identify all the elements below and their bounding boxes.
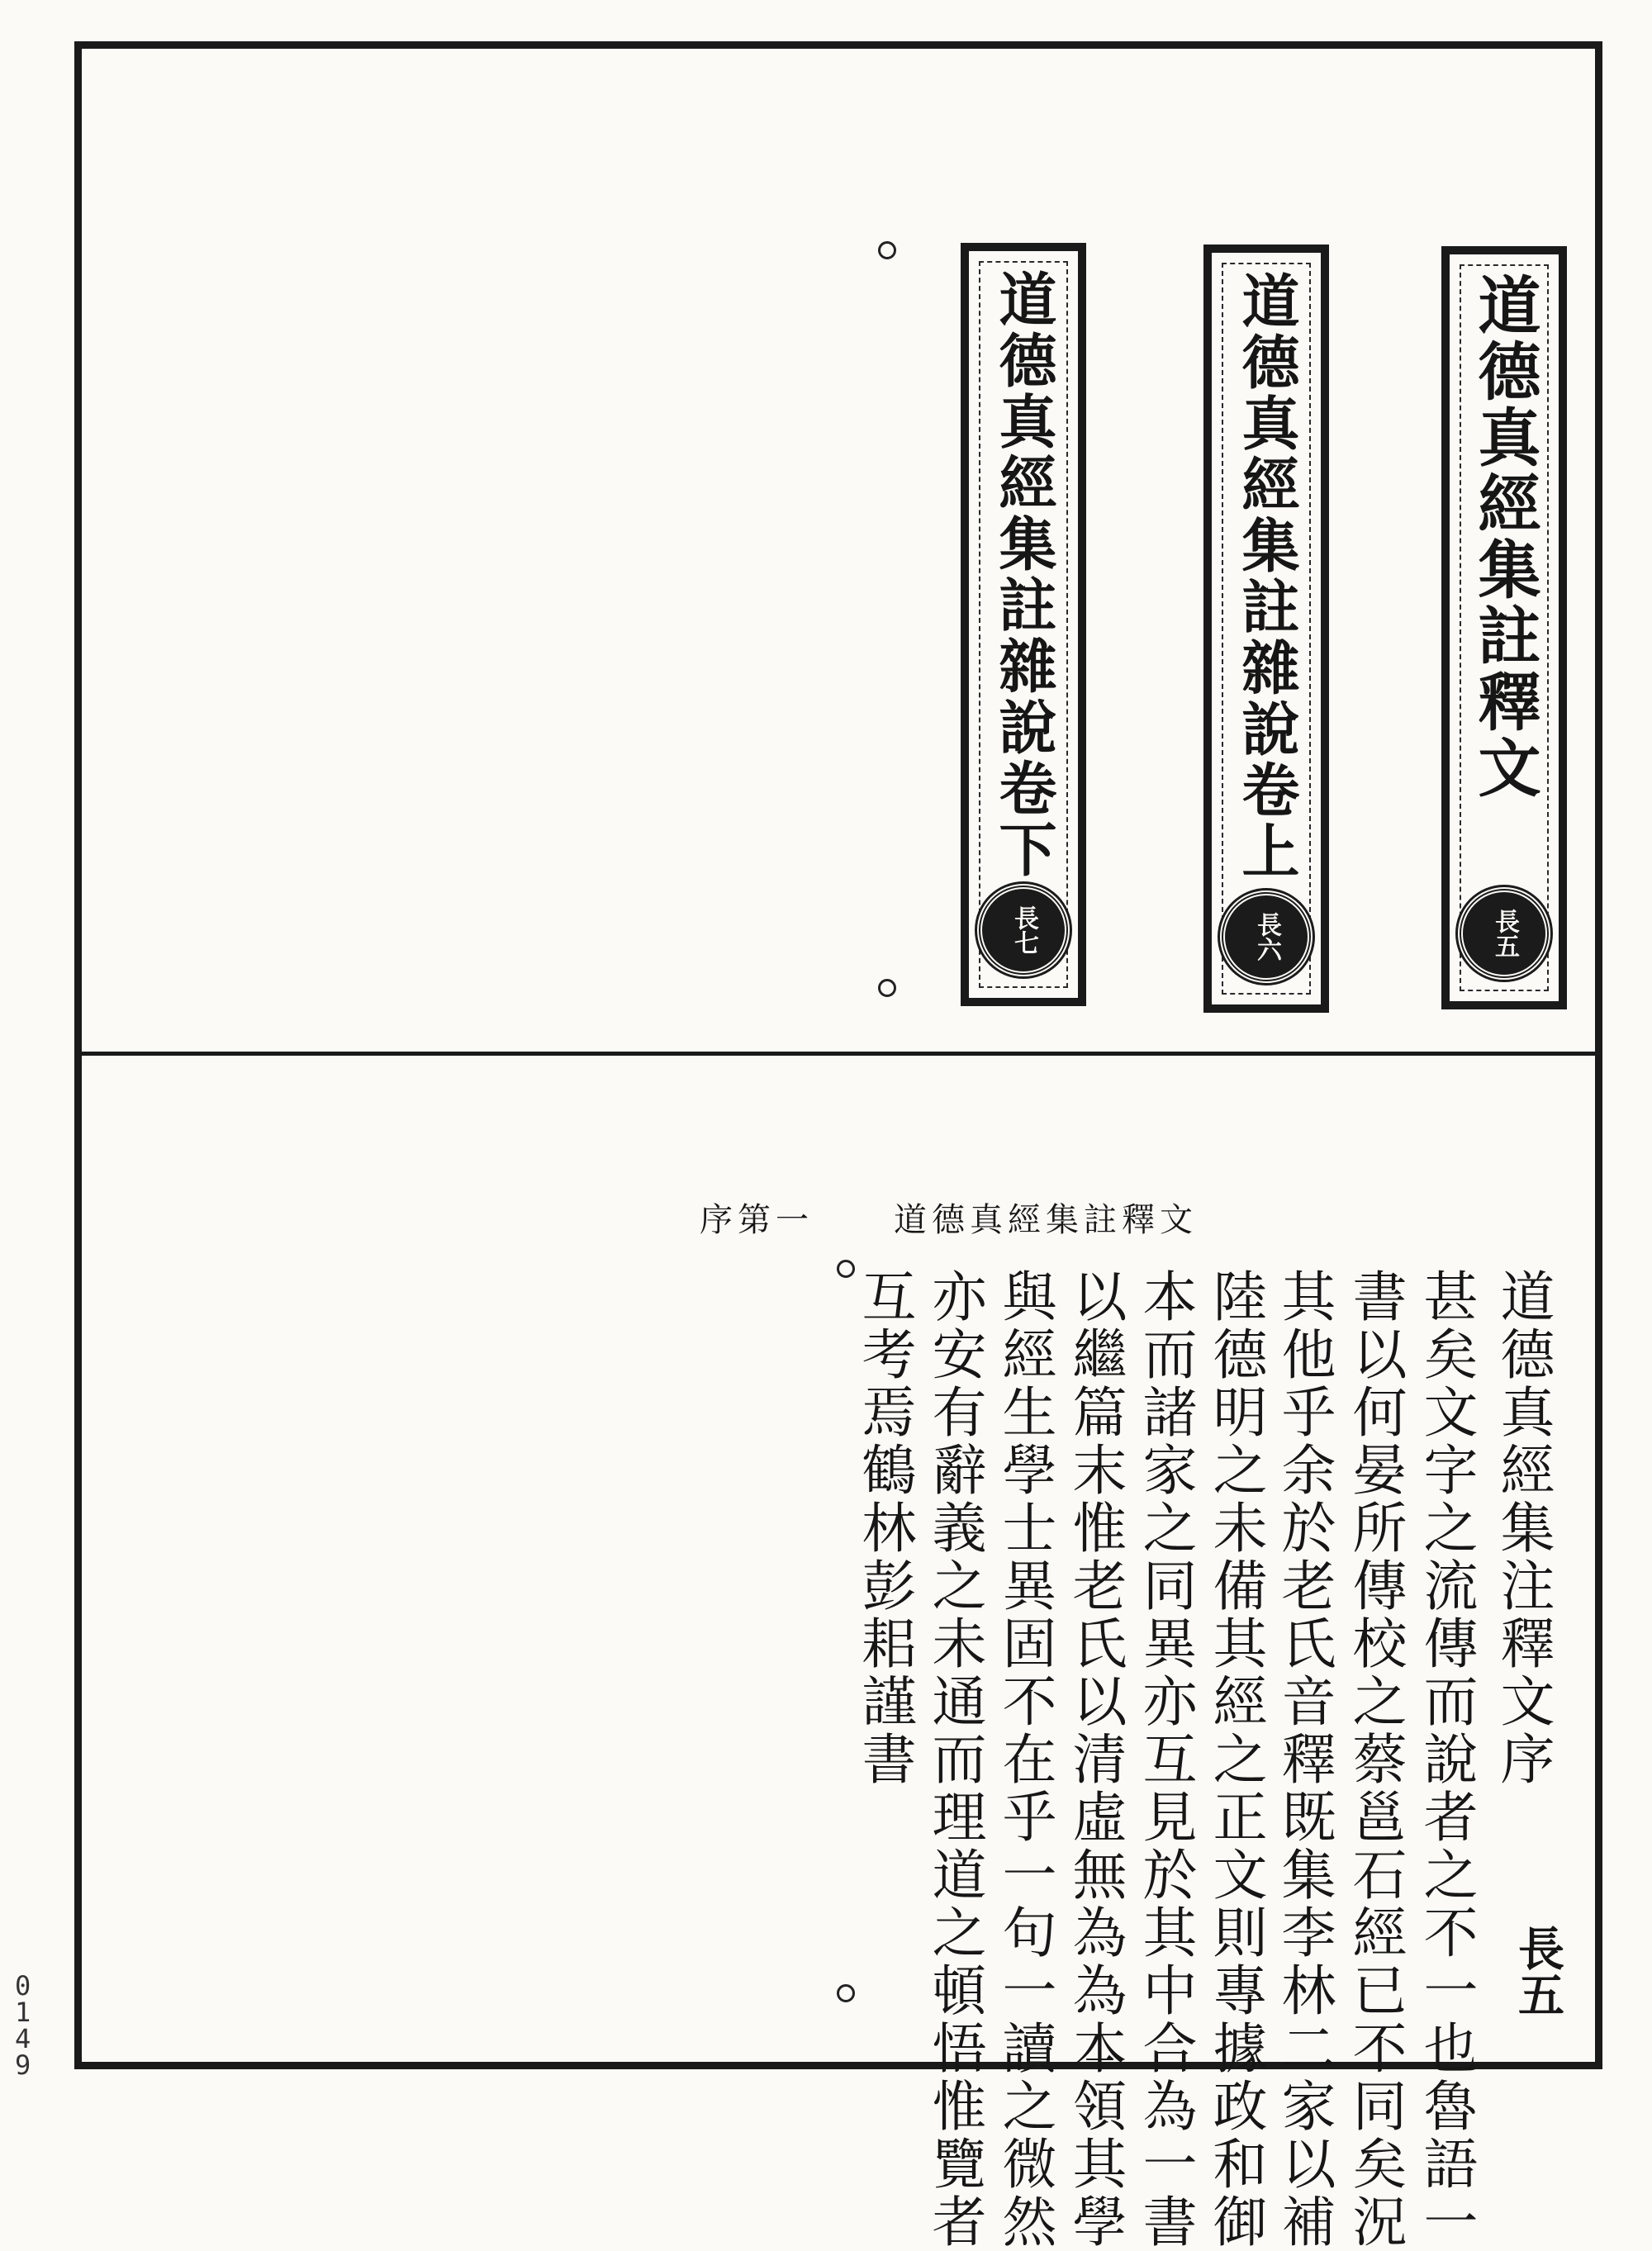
text-column: 以繼篇末惟老氏以清虛無為為本領其學 xyxy=(1063,1268,1127,2251)
text-column: 甚矣文字之流傳而說者之不一也魯語一 xyxy=(1414,1268,1478,2251)
binding-hole xyxy=(878,241,896,259)
seal-stamp xyxy=(1458,887,1550,980)
seal-stamp xyxy=(1220,890,1313,983)
seal-stamp xyxy=(977,884,1070,976)
binding-hole xyxy=(837,1984,855,2002)
seal-text: 長七 xyxy=(1009,905,1038,955)
text-column: 本而諸家之同異亦互見於其中合為一書 xyxy=(1133,1268,1197,2251)
text-column: 道德真經集注釋文序 xyxy=(1491,1268,1555,1788)
title-slip-text: 道德真經集註釋文 xyxy=(1468,273,1541,801)
title-slip-zashuo-upper xyxy=(1203,245,1329,1013)
text-column: 互考焉鶴林彭耜謹書 xyxy=(852,1268,916,1788)
page-tag: 長五 xyxy=(1511,1925,1565,2017)
page-number: 0149 xyxy=(15,1970,31,2081)
title-slip-text: 道德真經集註雜說卷下 xyxy=(990,269,1058,881)
text-column: 陸德明之未備其經之正文則專據政和御 xyxy=(1203,1268,1267,2251)
title-slip-zashuo-lower xyxy=(961,243,1086,1006)
text-column: 書以何晏所傳校之蔡邕石經已不同矣況 xyxy=(1343,1268,1407,2251)
title-slip-shiwen xyxy=(1441,246,1567,1009)
text-column: 亦安有辭義之未通而理道之頓悟惟覽者 xyxy=(923,1268,986,2251)
seal-text: 長五 xyxy=(1490,909,1519,958)
seal-text: 長六 xyxy=(1252,912,1281,962)
running-header-section: 序第一 xyxy=(700,1201,814,1239)
text-column: 其他乎余於老氏音釋既集李林二家以補 xyxy=(1272,1268,1336,2251)
binding-hole xyxy=(878,979,896,997)
text-column: 與經生學士異固不在乎一句一讀之微然 xyxy=(993,1268,1056,2251)
title-slip-text: 道德真經集註雜說卷上 xyxy=(1232,271,1301,882)
page-divider xyxy=(74,1052,1602,1056)
running-header-title: 道德真經集註釋文 xyxy=(894,1201,1198,1239)
